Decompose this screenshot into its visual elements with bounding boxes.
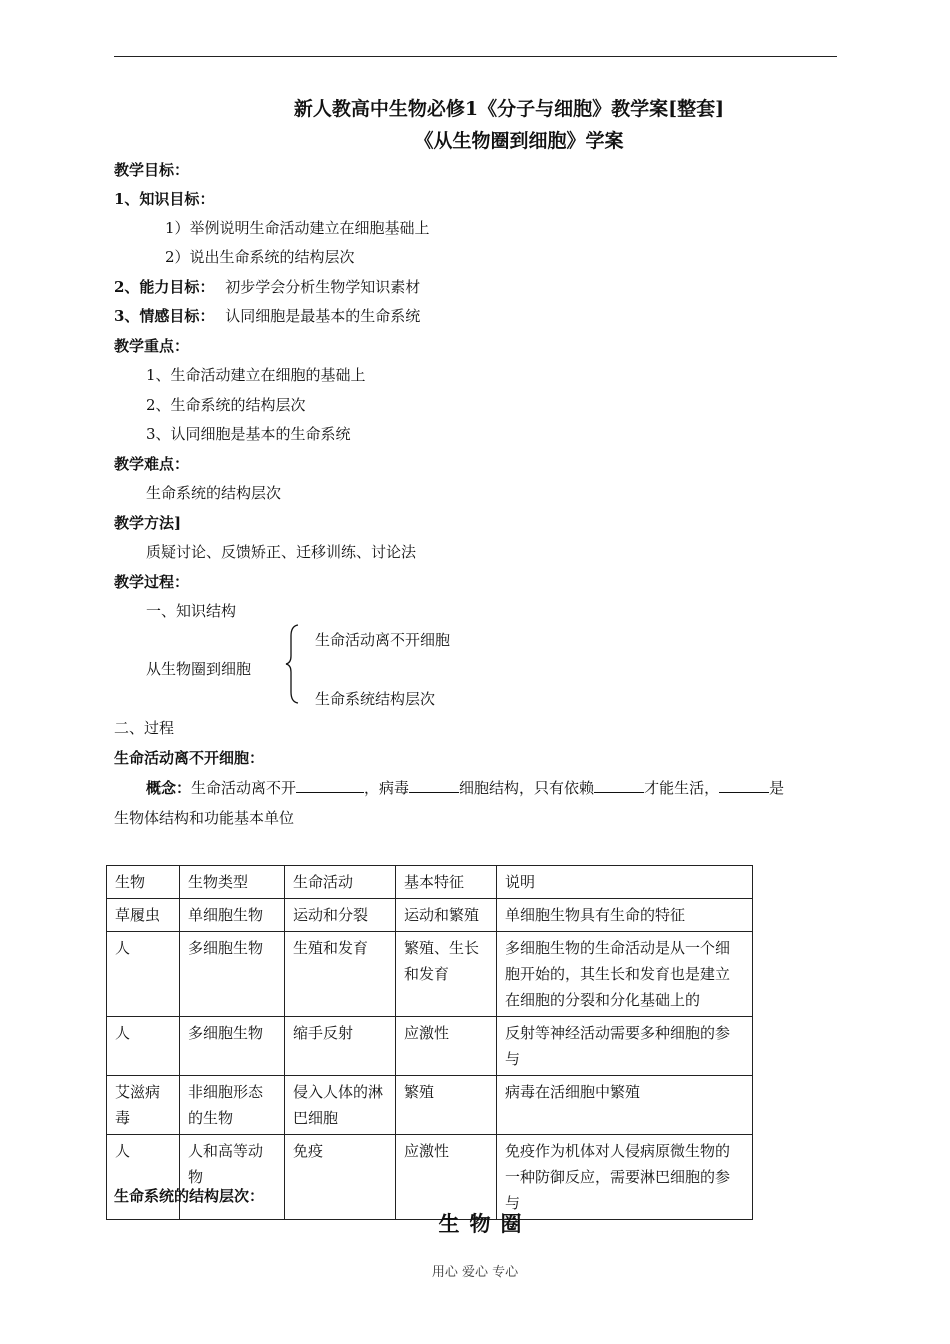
knowledge-label: 1、知识目标： [114, 190, 215, 208]
concept-label: 概念： [146, 779, 192, 797]
concept-line [146, 777, 784, 798]
table-cell: 繁殖 [396, 1076, 497, 1135]
table-header-cell: 生物类型 [180, 866, 285, 899]
concept-text: 才能生活， [644, 779, 720, 797]
section1-heading: 生命活动离不开细胞： [114, 749, 265, 767]
document-title: 新人教高中生物必修1《分子与细胞》教学案[整套] [293, 98, 725, 120]
document-subtitle: 《从生物圈到细胞》学案 [414, 130, 624, 152]
levels-heading: 生命系统的结构层次： [114, 1187, 265, 1205]
table-row [107, 932, 753, 1017]
table-cell: 单细胞生物 [180, 899, 285, 932]
knowledge-item: 1）举例说明生命活动建立在细胞基础上 [165, 219, 430, 237]
knowledge-item: 2）说出生命系统的结构层次 [165, 248, 355, 266]
table-header-cell: 基本特征 [396, 866, 497, 899]
ability-line [114, 277, 420, 297]
table-header-cell: 说明 [497, 866, 753, 899]
table-cell: 人和高等动物 [180, 1135, 285, 1220]
structure-label: 一、知识结构 [146, 602, 237, 620]
table-cell: 侵入人体的淋巴细胞 [285, 1076, 396, 1135]
table-header-row [107, 866, 753, 899]
concept-text: 是 [769, 779, 785, 797]
level-biosphere: 生物圈 [438, 1211, 532, 1236]
fill-blank[interactable] [594, 777, 644, 793]
table-row [107, 1135, 753, 1220]
objectives-heading: 教学目标： [114, 161, 190, 179]
key-point-item: 2、生命系统的结构层次 [146, 396, 306, 414]
table-cell: 病毒在活细胞中繁殖 [497, 1076, 753, 1135]
table-cell: 生殖和发育 [285, 932, 396, 1017]
fill-blank[interactable] [296, 777, 364, 793]
table-cell: 运动和繁殖 [396, 899, 497, 932]
structure-branch: 生命活动离不开细胞 [315, 631, 451, 649]
emotion-label: 3、情感目标： [114, 307, 215, 325]
fill-blank[interactable] [719, 777, 769, 793]
table-cell: 艾滋病毒 [107, 1076, 180, 1135]
table-cell: 人 [107, 932, 180, 1017]
table-row [107, 899, 753, 932]
table-cell: 运动和分裂 [285, 899, 396, 932]
ability-label: 2、能力目标： [114, 278, 215, 296]
curly-brace-icon [285, 624, 301, 704]
structure-branch: 生命系统结构层次 [315, 690, 436, 708]
method-heading: 教学方法] [114, 514, 182, 532]
part2-label: 二、过程 [114, 719, 175, 737]
table-cell: 应激性 [396, 1135, 497, 1220]
key-point-item: 3、认同细胞是基本的生命系统 [146, 425, 351, 443]
table-cell: 免疫作为机体对人侵病原微生物的一种防御反应，需要淋巴细胞的参与 [497, 1135, 753, 1220]
table-cell: 应激性 [396, 1017, 497, 1076]
method-text: 质疑讨论、反馈矫正、迁移训练、讨论法 [146, 543, 417, 561]
table-cell: 多细胞生物 [180, 1017, 285, 1076]
concept-text: 生命活动离不开 [191, 779, 297, 797]
table-cell: 非细胞形态的生物 [180, 1076, 285, 1135]
difficulty-heading: 教学难点： [114, 455, 190, 473]
key-points-heading: 教学重点： [114, 337, 190, 355]
ability-text: 初步学会分析生物学知识素材 [225, 278, 421, 296]
concept-line2: 生物体结构和功能基本单位 [114, 809, 295, 827]
header-rule [114, 56, 837, 57]
table-cell: 多细胞生物的生命活动是从一个细胞开始的，其生长和发育也是建立在细胞的分裂和分化基础上的 [497, 932, 753, 1017]
table-cell: 免疫 [285, 1135, 396, 1220]
table-cell: 多细胞生物 [180, 932, 285, 1017]
fill-blank[interactable] [409, 777, 459, 793]
concept-text: 细胞结构，只有依赖 [459, 779, 595, 797]
table-cell: 单细胞生物具有生命的特征 [497, 899, 753, 932]
table-cell: 缩手反射 [285, 1017, 396, 1076]
process-heading: 教学过程： [114, 573, 190, 591]
table-cell: 草履虫 [107, 899, 180, 932]
page-footer: 用心 爱心 专心 [431, 1265, 519, 1280]
emotion-text: 认同细胞是最基本的生命系统 [225, 307, 421, 325]
table-header-cell: 生命活动 [285, 866, 396, 899]
table-row [107, 1076, 753, 1135]
table-row [107, 1017, 753, 1076]
difficulty-text: 生命系统的结构层次 [146, 484, 282, 502]
table-cell: 人 [107, 1017, 180, 1076]
emotion-line [114, 306, 420, 326]
structure-root: 从生物圈到细胞 [146, 660, 252, 678]
table-cell: 反射等神经活动需要多种细胞的参与 [497, 1017, 753, 1076]
organism-table [106, 865, 753, 1220]
table-header-cell: 生物 [107, 866, 180, 899]
concept-text: ，病毒 [364, 779, 410, 797]
key-point-item: 1、生命活动建立在细胞的基础上 [146, 366, 366, 384]
table-cell: 人 [107, 1135, 180, 1220]
table-cell: 繁殖、生长和发育 [396, 932, 497, 1017]
